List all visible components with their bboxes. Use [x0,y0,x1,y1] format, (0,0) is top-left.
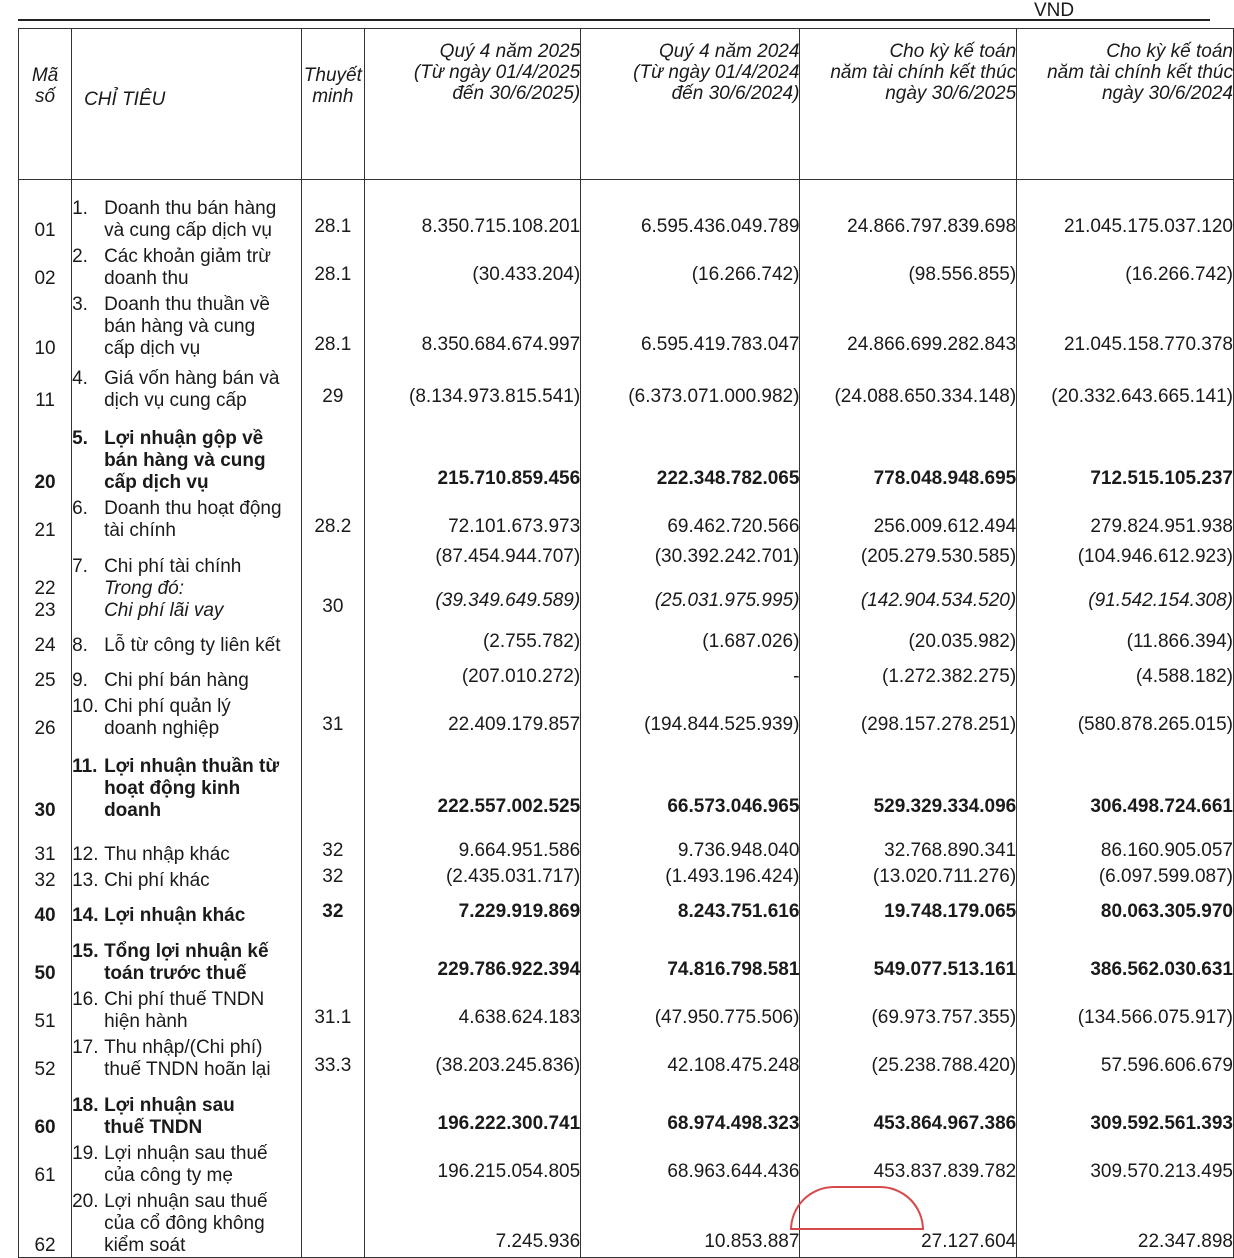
row-value-col2: 66.573.046.965 [581,740,800,822]
top-divider [18,19,1210,21]
row-label: Chi phí khác [104,870,210,891]
row-index: 12. [72,844,99,865]
row-index: 7. [72,556,88,577]
table-row [19,657,1234,692]
row-code: 62 [19,1187,72,1258]
row-value-col1: 7.229.919.869 [364,892,580,927]
table-row [19,180,1234,243]
table-row [19,692,1234,740]
row-code: 20 [19,412,72,494]
row-label: Tổng lợi nhuận kế toán trước thuế [104,941,269,984]
row-code: 22 23 [19,542,72,622]
row-value-col2: 8.243.751.616 [581,892,800,927]
row-value-col2: 6.595.436.049.789 [581,180,800,243]
row-index: 18. [72,1095,99,1116]
row-value-col1: 229.786.922.394 [364,927,580,985]
row-value-col1: (2.435.031.717) [364,866,580,892]
row-label: Thu nhập khác [104,844,230,865]
row-value-col1: 215.710.859.456 [364,412,580,494]
row-note: 31 [301,692,364,740]
row-index: 13. [72,870,99,891]
row-code: 60 [19,1081,72,1139]
row-label: Lợi nhuận sau thuế của công ty mẹ [104,1143,268,1186]
table-row [19,1139,1234,1187]
row-note: 28.1 [301,180,364,243]
row-value-col3: (298.157.278.251) [800,692,1017,740]
row-note: 32 [301,892,364,927]
table-row [19,494,1234,542]
row-indicator [72,360,302,412]
row-label: Chi phí thuế TNDN hiện hành [104,989,265,1032]
row-indicator [72,692,302,740]
row-value-col1: (30.433.204) [364,242,580,290]
row-value-col2: 9.736.948.040 [581,822,800,866]
row-value-col1: 9.664.951.586 [364,822,580,866]
row-value-col4: 21.045.175.037.120 [1017,180,1234,243]
row-subvalue: (91.542.154.308) [1088,590,1233,611]
row-note [301,1081,364,1139]
row-note [301,412,364,494]
row-value-col1: 8.350.684.674.997 [364,290,580,360]
row-index: 3. [72,294,88,315]
row-indicator [72,892,302,927]
row-value-col4: (20.332.643.665.141) [1017,360,1234,412]
row-index: 10. [72,696,99,717]
row-label: Lợi nhuận thuần từ hoạt động kinh doanh [104,756,280,821]
row-value-col2: 68.963.644.436 [581,1139,800,1187]
row-label: Lợi nhuận khác [104,905,246,926]
row-indicator [72,412,302,494]
row-value-col1: (2.755.782) [364,622,580,657]
row-indicator [72,1033,302,1081]
row-index: 20. [72,1191,99,1212]
row-value-col2: 222.348.782.065 [581,412,800,494]
row-value-col4: 86.160.905.057 [1017,822,1234,866]
row-value-col4: (580.878.265.015) [1017,692,1234,740]
row-value-col3: 19.748.179.065 [800,892,1017,927]
table-row [19,927,1234,985]
row-value-col2: 69.462.720.566 [581,494,800,542]
row-label: Lợi nhuận gộp về bán hàng và cung cấp dịch vụ [104,428,266,493]
table-row [19,892,1234,927]
row-note: 32 [301,866,364,892]
row-value-col4: 80.063.305.970 [1017,892,1234,927]
table-row [19,542,1234,622]
row-index: 6. [72,498,88,519]
row-value-col4: 57.596.606.679 [1017,1033,1234,1081]
row-value-col4: 309.592.561.393 [1017,1081,1234,1139]
row-value-col3: (24.088.650.334.148) [800,360,1017,412]
row-code: 31 [19,822,72,866]
table-row [19,1033,1234,1081]
row-value-col3: 529.329.334.096 [800,740,1017,822]
table-row [19,822,1234,866]
row-value-col3: 256.009.612.494 [800,494,1017,542]
row-note: 33.3 [301,1033,364,1081]
row-value-col1: (8.134.973.815.541) [364,360,580,412]
row-value-col3: (1.272.382.275) [800,657,1017,692]
header-indicator: CHỈ TIÊU [72,29,302,180]
row-sublabel: Trong đó: Chi phí lãi vay [104,578,224,621]
row-indicator [72,622,302,657]
row-subvalue: (142.904.534.520) [860,590,1017,611]
row-value-col3: (13.020.711.276) [800,866,1017,892]
row-value-col1: (87.454.944.707) (39.349.649.589) [364,542,580,622]
row-note [301,1139,364,1187]
row-value-col3: (98.556.855) [800,242,1017,290]
row-value-col2: 10.853.887 [581,1187,800,1258]
row-value-col3: 549.077.513.161 [800,927,1017,985]
table-row [19,866,1234,892]
row-value-col2: (1.687.026) [581,622,800,657]
row-value-col3: 24.866.797.839.698 [800,180,1017,243]
row-value-col4: 21.045.158.770.378 [1017,290,1234,360]
row-value-col2: (194.844.525.939) [581,692,800,740]
row-value-col1: 22.409.179.857 [364,692,580,740]
row-label: Lợi nhuận sau thuế của cổ đông không kiểm soát [104,1191,268,1256]
row-value-col1: 8.350.715.108.201 [364,180,580,243]
table-row [19,360,1234,412]
row-value-col4: 306.498.724.661 [1017,740,1234,822]
row-value-col2: (30.392.242.701) (25.031.975.995) [581,542,800,622]
row-label: Chi phí quản lý doanh nghiệp [104,696,231,739]
row-code: 50 [19,927,72,985]
row-value-col1: (207.010.272) [364,657,580,692]
currency-label: VND [1034,0,1075,21]
row-value-col3: 24.866.699.282.843 [800,290,1017,360]
row-label: Thu nhập/(Chi phí) thuế TNDN hoãn lại [104,1037,271,1080]
row-indicator [72,180,302,243]
row-value-col2: 74.816.798.581 [581,927,800,985]
row-value-col1: 222.557.002.525 [364,740,580,822]
income-statement-table [18,28,1234,1258]
table-row [19,1187,1234,1258]
header-col-q4-2025: Quý 4 năm 2025 (Từ ngày 01/4/2025 đến 30/6/2025) [364,29,580,180]
row-label: Chi phí bán hàng [104,670,249,691]
row-value-col4: (104.946.612.923) (91.542.154.308) [1017,542,1234,622]
table-header-row [19,29,1234,180]
row-value-col2: (16.266.742) [581,242,800,290]
row-value-col3: 453.864.967.386 [800,1081,1017,1139]
row-indicator [72,1139,302,1187]
table-row [19,740,1234,822]
row-note: 28.2 [301,494,364,542]
row-value-col1: 7.245.936 [364,1187,580,1258]
row-note: 30 [301,542,364,622]
row-indicator [72,657,302,692]
row-value-col2: - [581,657,800,692]
row-value-col3: (25.238.788.420) [800,1033,1017,1081]
row-indicator [72,985,302,1033]
row-code: 61 [19,1139,72,1187]
company-seal [790,1186,924,1230]
row-value-col1: 196.215.054.805 [364,1139,580,1187]
row-code: 11 [19,360,72,412]
row-index: 9. [72,670,88,691]
row-indicator [72,1081,302,1139]
row-code: 51 [19,985,72,1033]
row-code: 02 [19,242,72,290]
table-row [19,290,1234,360]
table-row [19,412,1234,494]
row-value-col4: 22.347.898 [1017,1187,1234,1258]
row-value-col2: (6.373.071.000.982) [581,360,800,412]
row-note: 29 [301,360,364,412]
row-index: 2. [72,246,88,267]
row-index: 5. [72,428,88,449]
row-value-col2: 42.108.475.248 [581,1033,800,1081]
row-index: 17. [72,1037,99,1058]
row-note [301,740,364,822]
row-label: Doanh thu thuần về bán hàng và cung cấp dịch vụ [104,294,270,359]
row-index: 1. [72,198,88,219]
row-label: Doanh thu hoạt động tài chính [104,498,282,541]
row-note [301,927,364,985]
row-code: 52 [19,1033,72,1081]
row-index: 15. [72,941,99,962]
row-indicator [72,542,302,622]
row-indicator [72,494,302,542]
row-code: 25 [19,657,72,692]
row-label: Doanh thu bán hàng và cung cấp dịch vụ [104,198,277,241]
row-indicator [72,866,302,892]
row-value-col3: 32.768.890.341 [800,822,1017,866]
row-indicator [72,1187,302,1258]
header-col-q4-2024: Quý 4 năm 2024 (Từ ngày 01/4/2024 đến 30/6/2024) [581,29,800,180]
row-indicator [72,740,302,822]
row-code: 21 [19,494,72,542]
row-value-col1: 196.222.300.741 [364,1081,580,1139]
row-label: Các khoản giảm trừ doanh thu [104,246,271,289]
row-value-col4: (16.266.742) [1017,242,1234,290]
row-note: 28.1 [301,242,364,290]
row-value-col2: (47.950.775.506) [581,985,800,1033]
table-row [19,622,1234,657]
row-value-col3: (69.973.757.355) [800,985,1017,1033]
row-value-col3: (205.279.530.585) (142.904.534.520) [800,542,1017,622]
row-index: 8. [72,635,88,656]
row-subvalue: (25.031.975.995) [654,590,800,611]
row-value-col4: (4.588.182) [1017,657,1234,692]
header-code: Mã số [19,29,72,180]
row-code: 01 [19,180,72,243]
row-value-col2: (1.493.196.424) [581,866,800,892]
header-col-fy-2025: Cho kỳ kế toán năm tài chính kết thúc ngày 30/6/2025 [800,29,1017,180]
row-value-col4: (6.097.599.087) [1017,866,1234,892]
row-value-col3: 27.127.604 [800,1187,1017,1258]
row-note [301,1187,364,1258]
row-value-col4: 309.570.213.495 [1017,1139,1234,1187]
row-value-col3: (20.035.982) [800,622,1017,657]
row-value-col3: 778.048.948.695 [800,412,1017,494]
row-code: 26 [19,692,72,740]
row-index: 19. [72,1143,99,1164]
row-index: 14. [72,905,99,926]
row-label: Giá vốn hàng bán và dịch vụ cung cấp [104,368,280,411]
row-subvalue: (39.349.649.589) [435,590,581,611]
row-value-col4: 386.562.030.631 [1017,927,1234,985]
row-value-col4: (134.566.075.917) [1017,985,1234,1033]
row-value-col2: 6.595.419.783.047 [581,290,800,360]
row-code: 24 [19,622,72,657]
row-value-col4: 712.515.105.237 [1017,412,1234,494]
row-indicator [72,242,302,290]
row-note: 32 [301,822,364,866]
row-label: Lỗ từ công ty liên kết [104,635,281,656]
row-index: 4. [72,368,88,389]
row-label: Lợi nhuận sau thuế TNDN [104,1095,235,1138]
table-row [19,242,1234,290]
row-note: 28.1 [301,290,364,360]
row-value-col1: (38.203.245.836) [364,1033,580,1081]
row-value-col1: 4.638.624.183 [364,985,580,1033]
row-value-col1: 72.101.673.973 [364,494,580,542]
row-code: 32 [19,866,72,892]
table-row [19,1081,1234,1139]
row-note [301,622,364,657]
row-code: 10 [19,290,72,360]
row-index: 11. [72,756,98,777]
row-indicator [72,822,302,866]
header-col-fy-2024: Cho kỳ kế toán năm tài chính kết thúc ngày 30/6/2024 [1017,29,1234,180]
row-value-col2: 68.974.498.323 [581,1081,800,1139]
row-value-col3: 453.837.839.782 [800,1139,1017,1187]
row-note [301,657,364,692]
header-note: Thuyết minh [301,29,364,180]
row-indicator [72,927,302,985]
row-value-col4: 279.824.951.938 [1017,494,1234,542]
row-code: 30 [19,740,72,822]
row-indicator [72,290,302,360]
row-value-col4: (11.866.394) [1017,622,1234,657]
row-index: 16. [72,989,99,1010]
row-note: 31.1 [301,985,364,1033]
row-label: Chi phí tài chính [104,556,242,577]
row-code: 40 [19,892,72,927]
table-row [19,985,1234,1033]
